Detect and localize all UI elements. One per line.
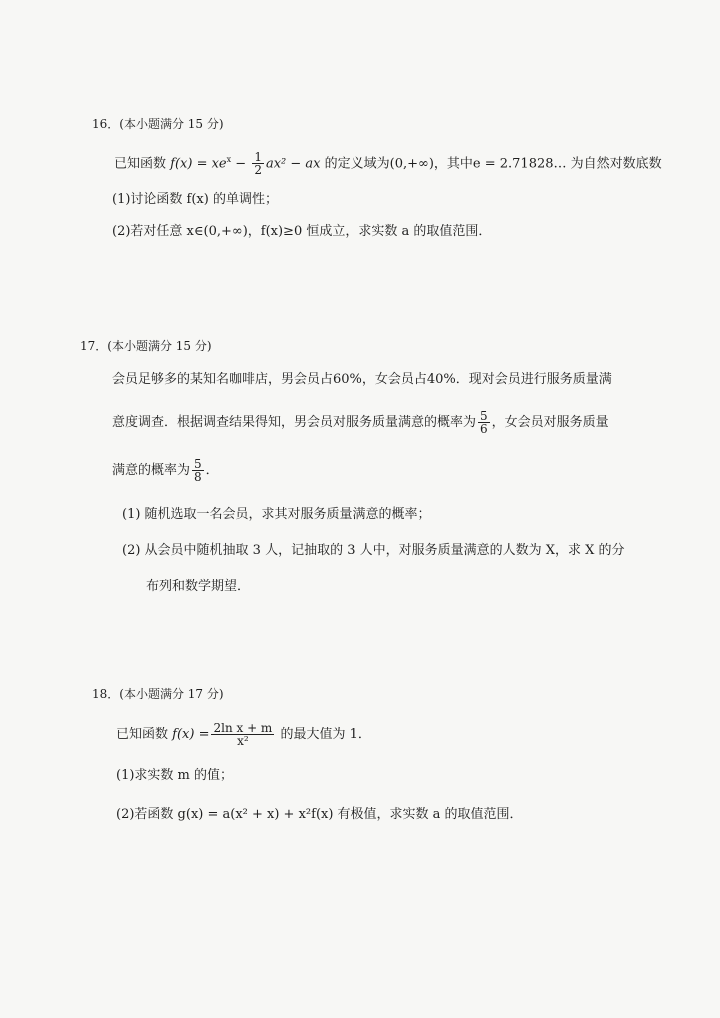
q17-part2: (2) 从会员中随机抽取 3 人，记抽取的 3 人中，对服务质量满意的人数为 X，求 X 的分 [122, 543, 625, 558]
q18-frac-num: 2ln x + m [213, 721, 273, 735]
q16-func-lhs: f(x) = xe [170, 156, 227, 172]
q17-frac2-num: 5 [194, 457, 202, 471]
q17-number: 17． [80, 339, 108, 353]
q16-minus: − [231, 156, 251, 172]
q17-line2 [112, 410, 609, 435]
q18-given [116, 722, 371, 747]
q18-part1: (1)求实数 m 的值； [116, 768, 234, 783]
q16-given-prefix: 已知函数 [114, 156, 167, 172]
q17-part2-continued: 布列和数学期望． [146, 579, 251, 594]
q16-exponent: x [226, 155, 232, 164]
q16-given [114, 150, 662, 176]
q18-function-fraction [211, 722, 274, 747]
q16-part2: (2)若对任意 x∈(0,+∞)，f(x)≥0 恒成立，求实数 a 的取值范围． [112, 224, 492, 239]
q18-part2: (2)若函数 g(x) = a(x² + x) + x²f(x) 有极值，求实数 a 的取值范围． [116, 807, 523, 822]
q16-frac-num: 1 [254, 150, 262, 165]
q17-line2-prefix: 意度调查．根据调查结果得知，男会员对服务质量满意的概率为 [112, 415, 477, 430]
q17-frac2-den: 8 [194, 470, 202, 484]
q17-frac1-num: 5 [480, 409, 488, 423]
q17-male-probability [478, 410, 490, 435]
q17-line3-suffix: ． [205, 463, 219, 478]
q18-heading [92, 684, 224, 704]
q17-score-header: (本小题满分 15 分) [107, 339, 212, 353]
q16-func-rest: ax² − ax [265, 156, 321, 172]
q16-domain-text: 的定义域为(0,+∞)，其中e = 2.71828… 为自然对数底数 [324, 156, 662, 172]
q17-female-probability [192, 458, 204, 483]
q17-line3 [112, 458, 219, 483]
q16-number: 16． [92, 117, 120, 131]
q18-func-lhs: f(x) = [172, 727, 210, 742]
q18-score-header: (本小题满分 17 分) [119, 687, 224, 701]
q16-half-fraction [252, 151, 264, 176]
q16-score-header: (本小题满分 15 分) [119, 117, 224, 131]
q16-part1: (1)讨论函数 f(x) 的单调性； [112, 192, 278, 207]
q17-heading [80, 336, 212, 356]
q17-line1: 会员足够多的某知名咖啡店，男会员占60%，女会员占40%．现对会员进行服务质量满 [112, 372, 612, 387]
q17-frac1-den: 6 [480, 422, 488, 436]
q17-part1: (1) 随机选取一名会员，求其对服务质量满意的概率； [122, 507, 431, 522]
q18-given-prefix: 已知函数 [116, 727, 169, 742]
q18-number: 18． [92, 687, 120, 701]
q17-line3-prefix: 满意的概率为 [112, 463, 191, 478]
q17-line2-suffix: ，女会员对服务质量 [491, 415, 609, 430]
q18-given-suffix: 的最大值为 1． [280, 727, 371, 742]
q18-frac-den: x² [237, 734, 249, 748]
q16-heading [92, 114, 224, 134]
q16-frac-den: 2 [254, 163, 262, 178]
